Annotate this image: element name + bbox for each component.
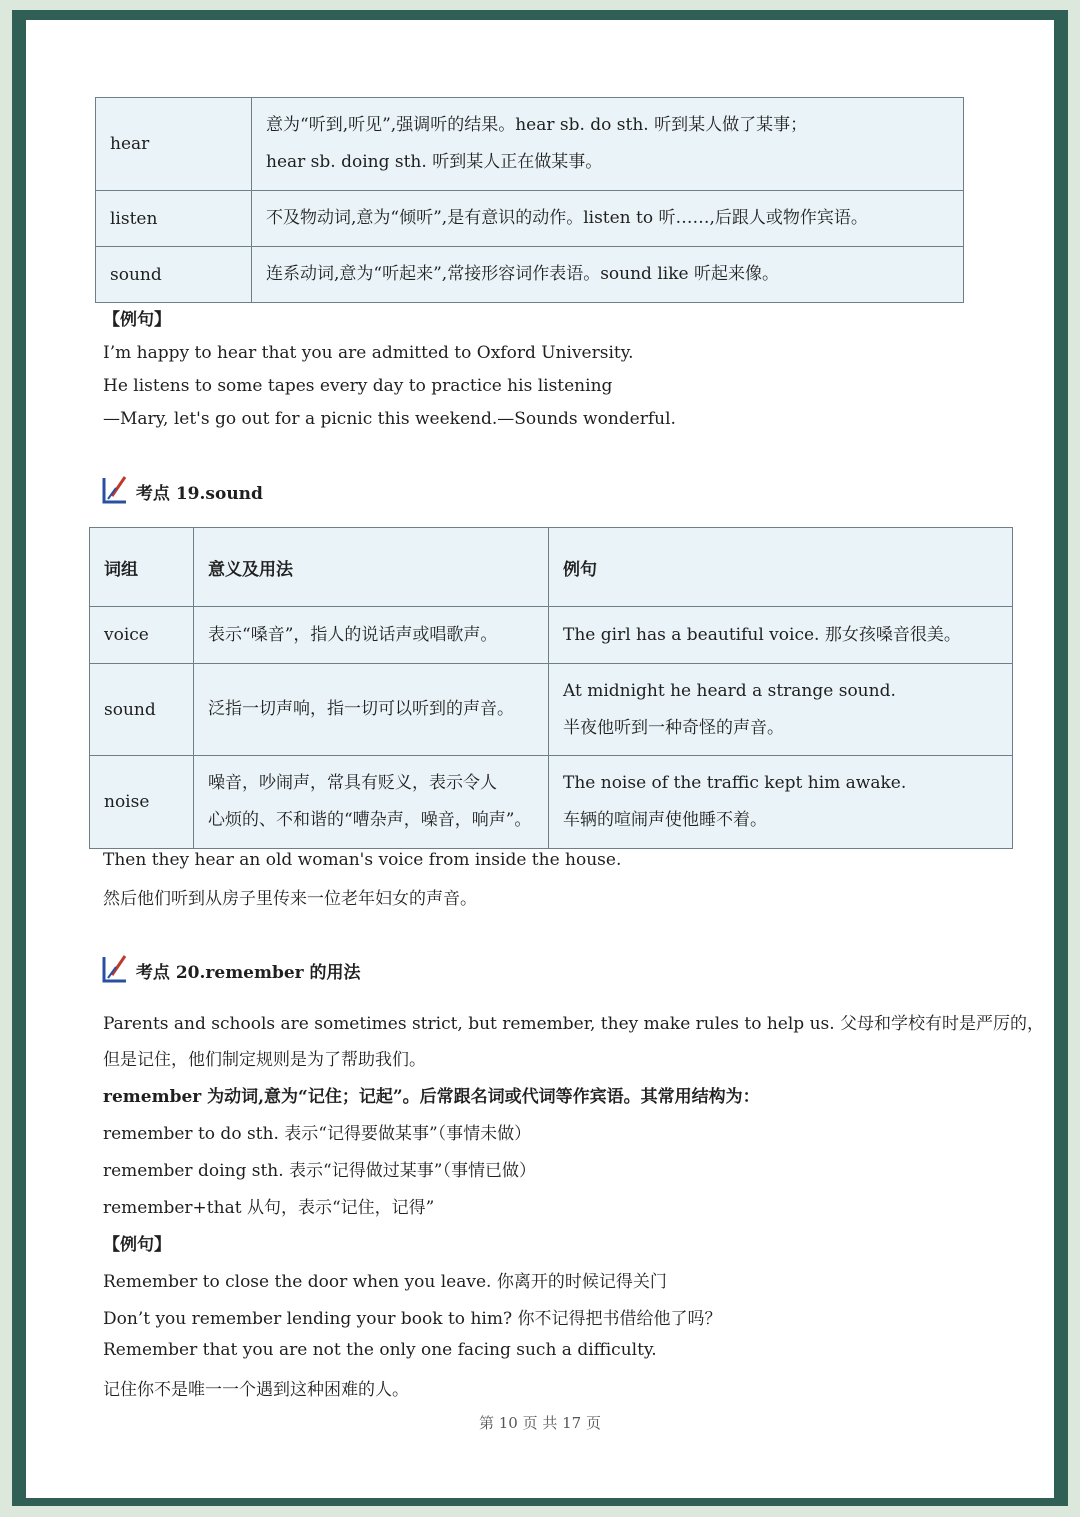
example-line: 半夜他听到一种奇怪的声音。: [563, 717, 784, 738]
word-cell: listen: [96, 191, 252, 247]
usage-table-hear-listen-sound: [95, 97, 964, 303]
pen-icon: [100, 474, 130, 504]
word-cell: sound: [96, 247, 252, 303]
word-cell: sound: [90, 664, 194, 756]
table-row: [90, 607, 1013, 664]
example-sentence: I’m happy to hear that you are admitted to Oxford University.: [103, 343, 634, 363]
table-row: [90, 756, 1013, 849]
page-number: 第 10 页 共 17 页: [478, 1414, 601, 1432]
example-label: 【例句】: [103, 1235, 171, 1255]
table-row: [96, 191, 964, 247]
column-header: 词组: [90, 528, 194, 607]
section-title-text: 考点 19.sound: [135, 484, 263, 504]
meaning-line: 噪音，吵闹声，常具有贬义，表示令人: [208, 773, 497, 793]
word-cell: noise: [90, 756, 194, 849]
example-translation: 记住你不是唯一一个遇到这种困难的人。: [103, 1380, 409, 1400]
usage-rule: remember 为动词,意为“记住；记起”。后常跟名词或代词等作宾语。其常用结构为：: [103, 1087, 760, 1107]
column-header: 例句: [549, 528, 1013, 607]
meaning-cell: [252, 191, 964, 247]
example-cell: [549, 664, 1013, 756]
example-sentence: Remember that you are not the only one facing such a difficulty.: [103, 1340, 657, 1360]
meaning-line: hear sb. doing sth. 听到某人正在做某事。: [266, 152, 603, 172]
meaning-line: 意为“听到,听见”,强调听的结果。hear sb. do sth. 听到某人做了某事；: [266, 115, 808, 135]
example-sentence: He listens to some tapes every day to practice his listening: [103, 376, 613, 396]
example-line: The noise of the traffic kept him awake.: [563, 773, 907, 793]
word-cell: hear: [96, 98, 252, 191]
pen-icon: [100, 953, 130, 983]
table-row: [96, 247, 964, 303]
meaning-cell: [252, 247, 964, 303]
meaning-line: 心烦的、不和谐的“嘈杂声，噪音，响声”。: [208, 810, 532, 830]
section-title-20: [100, 953, 361, 983]
example-label: 【例句】: [103, 310, 171, 330]
section-title-text: 考点 20.remember 的用法: [135, 963, 361, 983]
structure-line: remember+that 从句，表示“记住，记得”: [103, 1198, 435, 1218]
sound-words-table: [89, 527, 1013, 849]
example-sentence: Don’t you remember lending your book to him? 你不记得把书借给他了吗？: [103, 1309, 722, 1329]
meaning-line: 连系动词,意为“听起来”,常接形容词作表语。sound like 听起来像。: [266, 264, 779, 284]
paragraph-line: Parents and schools are sometimes strict, but remember, they make rules to help us. 父母和学校有时是严厉的，: [103, 1014, 1045, 1034]
example-sentence: Then they hear an old woman's voice from inside the house.: [103, 850, 622, 870]
meaning-cell: [194, 664, 549, 756]
meaning-line: 表示“嗓音”，指人的说话声或唱歌声。: [208, 624, 498, 645]
structure-line: remember to do sth. 表示“记得要做某事”（事情未做）: [103, 1124, 532, 1144]
meaning-line: 泛指一切声响，指一切可以听到的声音。: [208, 699, 514, 719]
meaning-cell: [194, 607, 549, 664]
meaning-line: 不及物动词,意为“倾听”,是有意识的动作。listen to 听……,后跟人或物作宾语。: [266, 208, 868, 228]
example-cell: [549, 607, 1013, 664]
paragraph-line: 但是记住，他们制定规则是为了帮助我们。: [103, 1050, 426, 1070]
example-line: At midnight he heard a strange sound.: [563, 680, 896, 701]
section-title-19: [100, 474, 263, 504]
structure-line: remember doing sth. 表示“记得做过某事”（事情已做）: [103, 1161, 536, 1181]
example-translation: 然后他们听到从房子里传来一位老年妇女的声音。: [103, 889, 477, 909]
column-header: 意义及用法: [194, 528, 549, 607]
example-sentence: —Mary, let's go out for a picnic this weekend.—Sounds wonderful.: [103, 409, 676, 429]
table-header-row: [90, 528, 1013, 607]
table-row: [96, 98, 964, 191]
example-sentence: Remember to close the door when you leave. 你离开的时候记得关门: [103, 1272, 667, 1292]
example-line: The girl has a beautiful voice. 那女孩嗓音很美。: [563, 624, 961, 645]
meaning-cell: [194, 756, 549, 849]
example-line: 车辆的喧闹声使他睡不着。: [563, 810, 767, 830]
table-row: [90, 664, 1013, 756]
word-cell: voice: [90, 607, 194, 664]
example-cell: [549, 756, 1013, 849]
meaning-cell: [252, 98, 964, 191]
